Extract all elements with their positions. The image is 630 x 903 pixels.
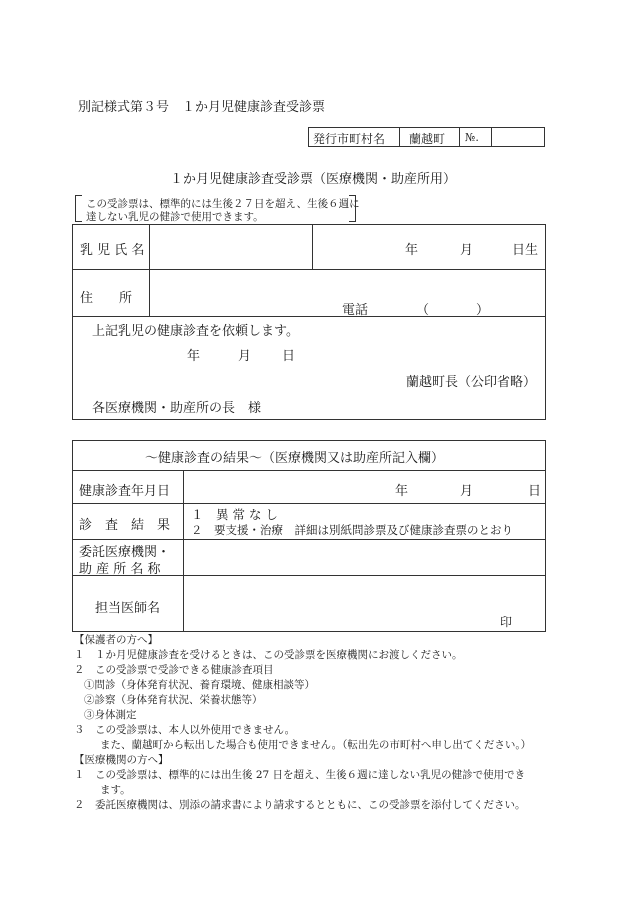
infant-name-label: 乳 児 氏 名	[80, 243, 145, 258]
birth-day-label: 日生	[512, 243, 539, 258]
divider	[72, 539, 546, 540]
infant-name-field[interactable]	[152, 228, 308, 266]
guardian-note-3: ３ この受診票は、本人以外使用できません。	[74, 724, 296, 736]
divider	[72, 316, 546, 317]
phone-close-paren: ）	[476, 303, 490, 318]
medical-note-2: ２ 委託医療機関は、別添の請求書により請求するとともに、この受診票を添付してください。	[74, 799, 526, 811]
guardian-note-2a: ①問診（身体発育状況、養育環境、健康相談等）	[84, 679, 315, 691]
phone-field[interactable]	[430, 298, 474, 314]
institution-label-line-1: 委託医療機関・	[79, 545, 171, 560]
address-field[interactable]	[152, 273, 542, 295]
result-option-needs-care[interactable]: ２ 要支援・治療 詳細は別紙問診票及び健康診査票のとおり	[191, 523, 513, 537]
request-month-label: 月	[238, 349, 252, 364]
mayor-signature: 蘭越町長（公印省略）	[406, 375, 537, 390]
phone-open-paren: （	[416, 303, 430, 318]
request-day-label: 日	[282, 349, 296, 364]
request-year-label: 年	[187, 349, 201, 364]
result-option-normal[interactable]: １ 異 常 な し	[191, 507, 278, 522]
notice-line-2: 達しない乳児の健診で使用できます。	[86, 211, 264, 223]
divider	[72, 269, 546, 270]
result-label: 診 査 結 果	[79, 518, 171, 533]
divider	[72, 503, 546, 504]
medical-note-1b: ます。	[100, 784, 131, 796]
number-label: №.	[465, 131, 479, 144]
guardian-note-3b: また、蘭越町から転出した場合も使用できません。（転出先の市町村へ申し出てください。）	[100, 739, 532, 751]
address-label: 住 所	[80, 291, 133, 306]
divider	[183, 470, 184, 632]
divider	[491, 127, 492, 147]
issuer-value: 蘭越町	[409, 132, 446, 146]
guardian-note-2c: ③身体測定	[84, 709, 137, 721]
birth-month-label: 月	[460, 243, 474, 258]
exam-month-label: 月	[460, 484, 474, 499]
issuer-label: 発行市町村名	[313, 132, 386, 146]
divider	[399, 127, 400, 147]
doctor-label: 担当医師名	[95, 601, 161, 616]
page-title: １か月児健康診査受診票（医療機関・助産所用）	[170, 172, 457, 187]
exam-day-label: 日	[528, 484, 542, 499]
number-field[interactable]	[494, 130, 542, 144]
notice-bracket-left	[75, 195, 82, 222]
guardian-note-1: １ １か月児健康診査を受けるときは、この受診票を医療機関にお渡しください。	[74, 649, 463, 661]
divider	[149, 224, 150, 316]
notice-line-1: この受診票は、標準的には生後２７日を超え、生後６週に	[86, 198, 360, 210]
birth-year-label: 年	[405, 243, 419, 258]
exam-year-label: 年	[395, 484, 409, 499]
addressee: 各医療機関・助産所の長 様	[92, 401, 262, 416]
divider	[459, 127, 460, 147]
results-heading: ～健康診査の結果～（医療機関又は助産所記入欄）	[145, 451, 445, 466]
request-text: 上記乳児の健康診査を依頼します。	[92, 324, 299, 339]
divider	[312, 224, 313, 269]
medical-notes-heading: 【医療機関の方へ】	[74, 754, 169, 766]
divider	[72, 470, 546, 471]
institution-name-field[interactable]	[188, 543, 542, 573]
phone-label: 電話	[342, 303, 369, 318]
doctor-name-field[interactable]	[188, 580, 488, 628]
guardian-note-2b: ②診察（身体発育状況、栄養状態等）	[84, 694, 263, 706]
exam-date-label: 健康診査年月日	[79, 484, 171, 499]
institution-label-line-2: 助 産 所 名 称	[79, 562, 161, 577]
guardian-notes-heading: 【保護者の方へ】	[74, 634, 158, 646]
guardian-note-2: ２ この受診票で受診できる健康診査項目	[74, 664, 274, 676]
medical-note-1: １ この受診票は、標準的には出生後 27 日を超え、生後６週に達しない乳児の健診で使用でき	[74, 769, 526, 781]
form-number-label: 別記様式第３号 １か月児健康診査受診票	[78, 100, 326, 115]
seal-mark: 印	[500, 615, 513, 629]
